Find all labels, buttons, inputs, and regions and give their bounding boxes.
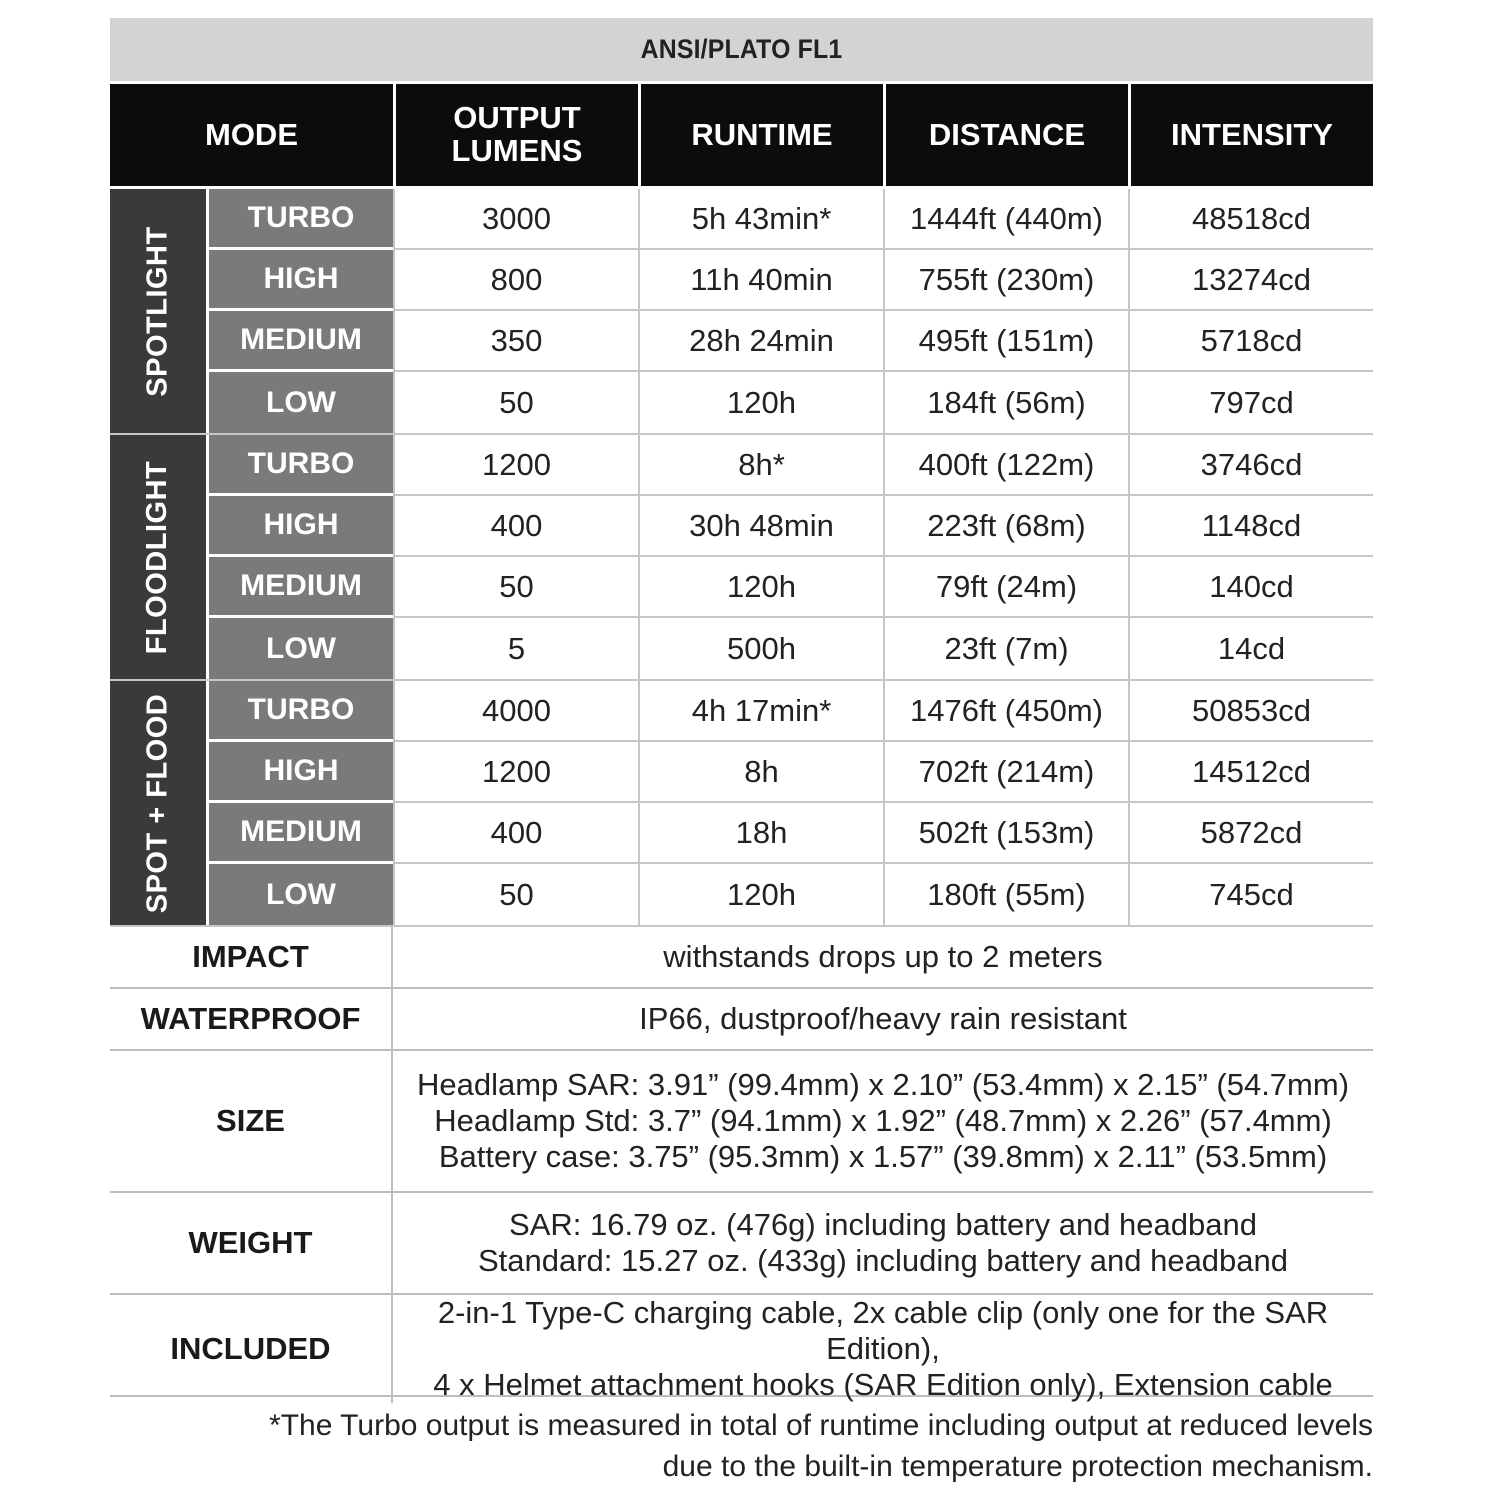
intensity-cell: 3746cd bbox=[1128, 435, 1373, 496]
intensity-cell: 13274cd bbox=[1128, 250, 1373, 311]
spec-label: SIZE bbox=[110, 1051, 393, 1191]
mode-cell: TURBO bbox=[209, 189, 393, 250]
intensity-cell: 5718cd bbox=[1128, 311, 1373, 372]
spec-line: withstands drops up to 2 meters bbox=[663, 939, 1103, 974]
intensity-cell: 48518cd bbox=[1128, 189, 1373, 250]
runtime-cell: 120h bbox=[638, 372, 883, 433]
mode-cell: HIGH bbox=[209, 742, 393, 803]
lumens-cell: 400 bbox=[393, 496, 638, 557]
intensity-cell: 5872cd bbox=[1128, 803, 1373, 864]
spec-value bbox=[393, 1193, 1373, 1293]
spec-line: IP66, dustproof/heavy rain resistant bbox=[639, 1001, 1127, 1036]
intensity-cell: 14512cd bbox=[1128, 742, 1373, 803]
spec-label: WATERPROOF bbox=[110, 989, 393, 1049]
spec-value bbox=[393, 927, 1373, 987]
footnote-line: due to the built-in temperature protection mechanism. bbox=[662, 1450, 1373, 1483]
header-row bbox=[110, 81, 1373, 189]
mode-cell: MEDIUM bbox=[209, 803, 393, 864]
mode-cell: MEDIUM bbox=[209, 311, 393, 372]
title-bar bbox=[110, 18, 1373, 81]
runtime-cell: 11h 40min bbox=[638, 250, 883, 311]
group-label: SPOTLIGHT bbox=[110, 189, 209, 433]
group-label: FLOODLIGHT bbox=[110, 435, 209, 679]
spec-line: Headlamp SAR: 3.91” (99.4mm) x 2.10” (53.4mm) x 2.15” (54.7mm) bbox=[416, 1067, 1350, 1102]
mode-cell: TURBO bbox=[209, 681, 393, 742]
lumens-cell: 3000 bbox=[393, 189, 638, 250]
spec-label: INCLUDED bbox=[110, 1295, 393, 1403]
spec-value bbox=[393, 989, 1373, 1049]
mode-cell: LOW bbox=[209, 618, 393, 679]
spec-sheet bbox=[110, 18, 1373, 1487]
mode-group-spotlight bbox=[110, 189, 1373, 435]
lumens-cell: 400 bbox=[393, 803, 638, 864]
lumens-cell: 800 bbox=[393, 250, 638, 311]
spec-line: 4 x Helmet attachment hooks (SAR Edition only), Extension cable bbox=[433, 1367, 1333, 1402]
lumens-cell: 50 bbox=[393, 557, 638, 618]
distance-cell: 702ft (214m) bbox=[883, 742, 1128, 803]
spec-label: WEIGHT bbox=[110, 1193, 393, 1293]
header-runtime: RUNTIME bbox=[638, 84, 883, 186]
header-output-line1: OUTPUT bbox=[453, 100, 581, 136]
spec-row-weight bbox=[110, 1193, 1373, 1295]
distance-cell: 1476ft (450m) bbox=[883, 681, 1128, 742]
spec-row-included bbox=[110, 1295, 1373, 1402]
mode-cell: MEDIUM bbox=[209, 557, 393, 618]
runtime-cell: 8h* bbox=[638, 435, 883, 496]
header-intensity: INTENSITY bbox=[1128, 84, 1373, 186]
intensity-cell: 50853cd bbox=[1128, 681, 1373, 742]
header-mode: MODE bbox=[205, 116, 298, 152]
lumens-cell: 1200 bbox=[393, 435, 638, 496]
runtime-cell: 28h 24min bbox=[638, 311, 883, 372]
runtime-cell: 120h bbox=[638, 864, 883, 925]
spec-value bbox=[393, 1295, 1373, 1403]
mode-group-floodlight bbox=[110, 435, 1373, 681]
spec-line: 2-in-1 Type-C charging cable, 2x cable clip (only one for the SAR Edition), bbox=[437, 1295, 1329, 1366]
distance-cell: 180ft (55m) bbox=[883, 864, 1128, 925]
mode-group-spot-flood bbox=[110, 681, 1373, 927]
intensity-cell: 797cd bbox=[1128, 372, 1373, 433]
spec-row-size bbox=[110, 1051, 1373, 1193]
runtime-cell: 30h 48min bbox=[638, 496, 883, 557]
distance-cell: 223ft (68m) bbox=[883, 496, 1128, 557]
lumens-cell: 50 bbox=[393, 864, 638, 925]
lumens-cell: 5 bbox=[393, 618, 638, 679]
header-distance: DISTANCE bbox=[883, 84, 1128, 186]
lumens-cell: 1200 bbox=[393, 742, 638, 803]
runtime-cell: 120h bbox=[638, 557, 883, 618]
spec-line: Standard: 15.27 oz. (433g) including battery and headband bbox=[477, 1243, 1289, 1278]
intensity-cell: 1148cd bbox=[1128, 496, 1373, 557]
spec-row-waterproof bbox=[110, 989, 1373, 1051]
spec-line: SAR: 16.79 oz. (476g) including battery and headband bbox=[509, 1207, 1257, 1242]
spec-line: Battery case: 3.75” (95.3mm) x 1.57” (39.8mm) x 2.11” (53.5mm) bbox=[438, 1139, 1328, 1174]
spec-line: Headlamp Std: 3.7” (94.1mm) x 1.92” (48.7mm) x 2.26” (57.4mm) bbox=[434, 1103, 1332, 1138]
distance-cell: 400ft (122m) bbox=[883, 435, 1128, 496]
runtime-cell: 4h 17min* bbox=[638, 681, 883, 742]
distance-cell: 184ft (56m) bbox=[883, 372, 1128, 433]
mode-cell: TURBO bbox=[209, 435, 393, 496]
intensity-cell: 140cd bbox=[1128, 557, 1373, 618]
distance-cell: 502ft (153m) bbox=[883, 803, 1128, 864]
mode-cell: HIGH bbox=[209, 496, 393, 557]
footnote bbox=[110, 1397, 1373, 1487]
footnote-line: *The Turbo output is measured in total of runtime including output at reduced levels bbox=[269, 1409, 1373, 1442]
runtime-cell: 500h bbox=[638, 618, 883, 679]
group-label: SPOT + FLOOD bbox=[110, 681, 209, 925]
lumens-cell: 350 bbox=[393, 311, 638, 372]
lumens-cell: 4000 bbox=[393, 681, 638, 742]
mode-cell: LOW bbox=[209, 864, 393, 925]
distance-cell: 755ft (230m) bbox=[883, 250, 1128, 311]
spec-value bbox=[393, 1051, 1373, 1191]
runtime-cell: 8h bbox=[638, 742, 883, 803]
intensity-cell: 14cd bbox=[1128, 618, 1373, 679]
spec-row-impact bbox=[110, 927, 1373, 989]
distance-cell: 23ft (7m) bbox=[883, 618, 1128, 679]
table-title: ANSI/PLATO FL1 bbox=[161, 18, 1323, 81]
lumens-cell: 50 bbox=[393, 372, 638, 433]
distance-cell: 79ft (24m) bbox=[883, 557, 1128, 618]
runtime-cell: 5h 43min* bbox=[638, 189, 883, 250]
mode-cell: LOW bbox=[209, 372, 393, 433]
distance-cell: 495ft (151m) bbox=[883, 311, 1128, 372]
intensity-cell: 745cd bbox=[1128, 864, 1373, 925]
spec-label: IMPACT bbox=[110, 927, 393, 987]
header-output-line2: LUMENS bbox=[451, 133, 583, 168]
runtime-cell: 18h bbox=[638, 803, 883, 864]
distance-cell: 1444ft (440m) bbox=[883, 189, 1128, 250]
mode-cell: HIGH bbox=[209, 250, 393, 311]
header-output bbox=[393, 84, 638, 186]
